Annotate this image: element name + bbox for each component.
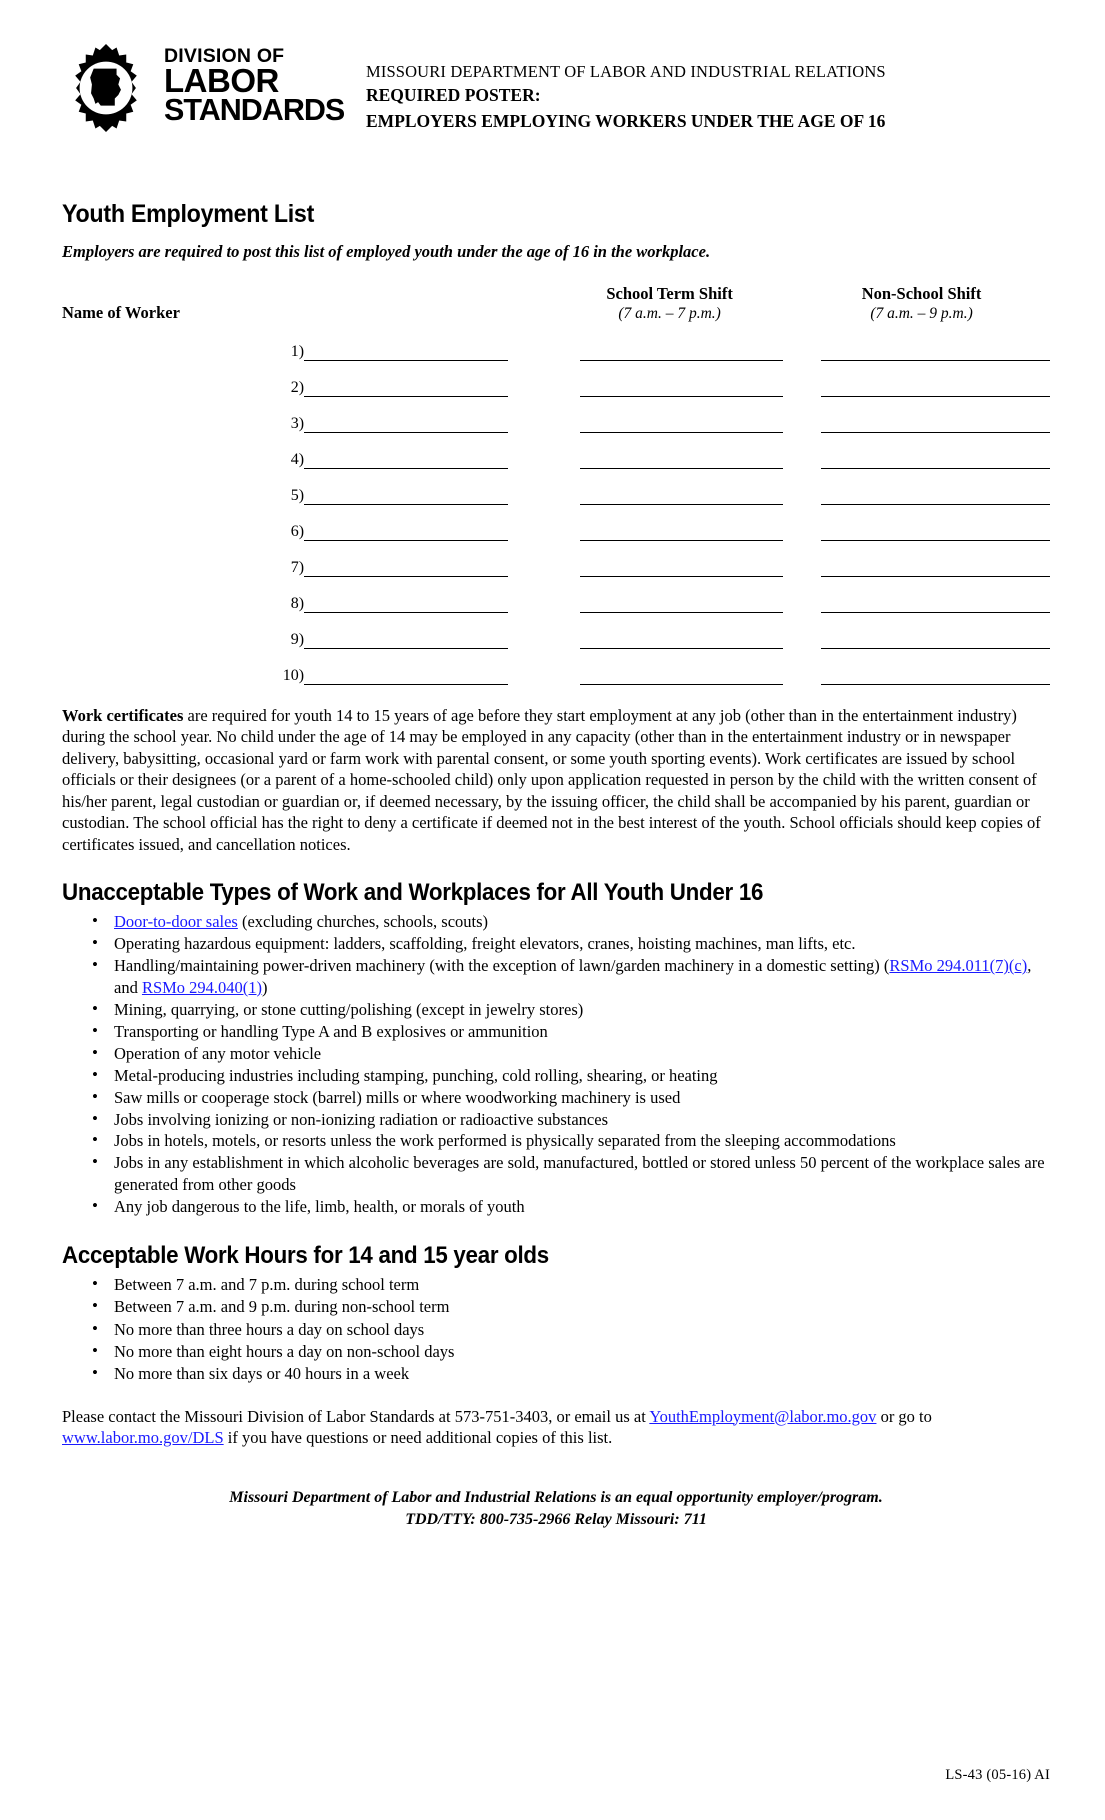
- agency-logo: [62, 40, 345, 132]
- row-number: 9): [290, 631, 305, 648]
- column-header-non-school-hours: (7 a.m. – 9 p.m.): [870, 305, 973, 322]
- contact-text-3: if you have questions or need additional copies of this list.: [223, 1428, 613, 1448]
- list-item: [92, 999, 1050, 1021]
- list-item: [92, 955, 1050, 999]
- school-term-field[interactable]: [546, 325, 793, 361]
- logo-wordmark: [164, 44, 345, 128]
- table-row: [62, 649, 1050, 685]
- acceptable-hours-list: [62, 1274, 1050, 1385]
- list-item: [92, 933, 1050, 955]
- name-field[interactable]: [304, 541, 546, 577]
- list-item-text: No more than eight hours a day on non-school days: [114, 1341, 455, 1361]
- list-item-text: Between 7 a.m. and 9 p.m. during non-school term: [114, 1297, 450, 1317]
- school-term-field[interactable]: [546, 649, 793, 685]
- column-header-school-term: [546, 284, 793, 325]
- non-school-field[interactable]: [793, 361, 1050, 397]
- list-item: [92, 1021, 1050, 1043]
- row-number: 7): [290, 559, 305, 576]
- table-row: [62, 397, 1050, 433]
- column-header-non-school-label: Non-School Shift: [861, 284, 982, 303]
- row-number: 10): [282, 667, 305, 684]
- table-row: [62, 613, 1050, 649]
- email-link[interactable]: YouthEmployment@labor.mo.gov: [649, 1406, 877, 1426]
- equal-opportunity-statement: [62, 1487, 1050, 1529]
- name-field[interactable]: [304, 649, 546, 685]
- youth-employment-table: [62, 284, 1050, 685]
- row-number: 6): [290, 523, 305, 540]
- list-item-text: Jobs in hotels, motels, or resorts unless the work performed is physically separated from the sleeping accommodations: [114, 1131, 896, 1151]
- name-field[interactable]: [304, 469, 546, 505]
- logo-line-2: LABOR: [164, 62, 279, 100]
- contact-text-1: Please contact the Missouri Division of Labor Standards at 573-751-3403, or email us at: [62, 1406, 650, 1426]
- table-row: [62, 505, 1050, 541]
- list-item: [92, 1130, 1050, 1152]
- table-row: [62, 541, 1050, 577]
- row-number: 1): [290, 343, 305, 360]
- school-term-field[interactable]: [546, 505, 793, 541]
- work-certificates-lead: Work certificates: [62, 706, 184, 725]
- website-link[interactable]: www.labor.mo.gov/DLS: [62, 1428, 224, 1448]
- column-header-name: [62, 284, 546, 325]
- list-item-text: Handling/maintaining power-driven machinery (with the exception of lawn/garden machinery in a domestic setting) (: [114, 955, 890, 975]
- table-body: [62, 325, 1050, 685]
- list-item-text: Saw mills or cooperage stock (barrel) mills or where woodworking machinery is used: [114, 1087, 681, 1107]
- department-name: MISSOURI DEPARTMENT OF LABOR AND INDUSTRIAL RELATIONS: [366, 62, 886, 81]
- non-school-field[interactable]: [793, 541, 1050, 577]
- list-item: [92, 1296, 1050, 1318]
- document-header: [62, 40, 1050, 152]
- eo-line-2: TDD/TTY: 800-735-2966 Relay Missouri: 711: [405, 1510, 707, 1528]
- list-item-text: Metal-producing industries including stamping, punching, cold rolling, shearing, or heating: [114, 1065, 718, 1085]
- list-item-text: Jobs involving ionizing or non-ionizing radiation or radioactive substances: [114, 1109, 608, 1129]
- school-term-field[interactable]: [546, 361, 793, 397]
- non-school-field[interactable]: [793, 649, 1050, 685]
- table-row: [62, 577, 1050, 613]
- row-number: 2): [290, 379, 305, 396]
- name-field[interactable]: [304, 577, 546, 613]
- list-item-text: (excluding churches, schools, scouts): [237, 912, 489, 932]
- list-item-text: Mining, quarrying, or stone cutting/polishing (except in jewelry stores): [114, 999, 584, 1019]
- list-item-text: No more than three hours a day on school days: [114, 1319, 425, 1339]
- school-term-field[interactable]: [546, 613, 793, 649]
- acceptable-heading: Acceptable Work Hours for 14 and 15 year olds: [62, 1242, 549, 1270]
- non-school-field[interactable]: [793, 469, 1050, 505]
- logo-line-1: DIVISION OF: [164, 44, 285, 67]
- column-header-non-school: [793, 284, 1050, 325]
- list-item-text: Any job dangerous to the life, limb, health, or morals of youth: [114, 1197, 525, 1217]
- page-subtitle: Employers are required to post this list of employed youth under the age of 16 in the workplace.: [62, 242, 711, 261]
- row-number: 8): [290, 595, 305, 612]
- name-field[interactable]: [304, 505, 546, 541]
- list-item-text: Between 7 a.m. and 7 p.m. during school term: [114, 1275, 420, 1295]
- list-item-tail: ): [262, 977, 268, 997]
- non-school-field[interactable]: [793, 325, 1050, 361]
- work-certificates-body: are required for youth 14 to 15 years of age before they start employment at any job (other than in the entertainment industry) during the school year. No child under the age of 14 may be employed in any capacity (other than in the entertainment industry or in newspaper delivery, babysitting, occasional yard or farm work with parental consent, or some youth sporting events). Work certificates are issued by school officials or their designees (or a parent of a home-schooled child) only upon application requested in person by the child with the written consent of his/her parent, legal custodian or guardian or, if deemed necessary, by the issuing officer, the child shall be accompanied by his parent, guardian or custodian. The school official has the right to deny a certificate if deemed not in the best interest of the youth. School officials should keep copies of certificates issued, and cancellation notices.: [62, 706, 1041, 854]
- school-term-field[interactable]: [546, 469, 793, 505]
- name-field[interactable]: [304, 613, 546, 649]
- table-row: [62, 433, 1050, 469]
- contact-text-2: or go to: [876, 1406, 932, 1426]
- list-item: [92, 1274, 1050, 1296]
- page-title: Youth Employment List: [62, 200, 315, 228]
- list-item: [92, 1319, 1050, 1341]
- logo-line-3: STANDARDS: [164, 93, 345, 128]
- table-row: [62, 469, 1050, 505]
- unacceptable-heading: Unacceptable Types of Work and Workplaces for All Youth Under 16: [62, 879, 764, 907]
- list-item: [92, 1109, 1050, 1131]
- non-school-field[interactable]: [793, 505, 1050, 541]
- contact-paragraph: [62, 1406, 1050, 1450]
- poster-subject: EMPLOYERS EMPLOYING WORKERS UNDER THE AGE OF 16: [366, 110, 886, 131]
- name-field[interactable]: [304, 361, 546, 397]
- list-item-text: No more than six days or 40 hours in a week: [114, 1364, 410, 1384]
- school-term-field[interactable]: [546, 577, 793, 613]
- non-school-field[interactable]: [793, 397, 1050, 433]
- name-field[interactable]: [304, 397, 546, 433]
- column-header-school-term-hours: (7 a.m. – 7 p.m.): [618, 305, 721, 322]
- school-term-field[interactable]: [546, 433, 793, 469]
- row-number: 4): [290, 451, 305, 468]
- list-item: [92, 1341, 1050, 1363]
- non-school-field[interactable]: [793, 613, 1050, 649]
- list-item: [92, 1043, 1050, 1065]
- school-term-field[interactable]: [546, 397, 793, 433]
- school-term-field[interactable]: [546, 541, 793, 577]
- table-row: [62, 361, 1050, 397]
- form-number: LS-43 (05-16) AI: [945, 1767, 1050, 1783]
- list-item-mid: , and: [114, 955, 1032, 997]
- list-item: [92, 1363, 1050, 1385]
- work-certificates-paragraph: [62, 705, 1050, 855]
- non-school-field[interactable]: [793, 577, 1050, 613]
- header-titles: [366, 40, 886, 134]
- list-item: [92, 1065, 1050, 1087]
- non-school-field[interactable]: [793, 433, 1050, 469]
- name-field[interactable]: [304, 325, 546, 361]
- list-item: [92, 1087, 1050, 1109]
- row-number: 3): [290, 415, 305, 432]
- list-item-text: Transporting or handling Type A and B explosives or ammunition: [114, 1021, 548, 1041]
- list-item: [92, 1196, 1050, 1218]
- gear-missouri-logo-icon: [62, 44, 150, 132]
- list-item: [92, 1152, 1050, 1196]
- list-item: [92, 911, 1050, 933]
- list-item-text: Operation of any motor vehicle: [114, 1043, 322, 1063]
- poster-label: REQUIRED POSTER:: [366, 85, 541, 106]
- row-number: 5): [290, 487, 305, 504]
- rsmo-294-040-link[interactable]: RSMo 294.040(1): [141, 977, 263, 997]
- column-header-name-label: Name of Worker: [62, 303, 180, 322]
- rsmo-294-011-link[interactable]: RSMo 294.011(7)(c): [889, 955, 1028, 975]
- unacceptable-list: [62, 911, 1050, 1218]
- list-item-text: Jobs in any establishment in which alcoholic beverages are sold, manufactured, bottled or stored unless 50 percent of the workplace sales are generated from other goods: [114, 1153, 1045, 1195]
- column-header-school-term-label: School Term Shift: [606, 284, 733, 303]
- table-row: [62, 325, 1050, 361]
- table-header-row: [62, 284, 1050, 325]
- name-field[interactable]: [304, 433, 546, 469]
- list-item-text: Operating hazardous equipment: ladders, scaffolding, freight elevators, cranes, hoisting machines, man lifts, etc.: [114, 934, 856, 953]
- door-to-door-sales-link[interactable]: Door-to-door sales: [114, 912, 238, 932]
- eo-line-1: Missouri Department of Labor and Industrial Relations is an equal opportunity employer/program.: [229, 1489, 883, 1507]
